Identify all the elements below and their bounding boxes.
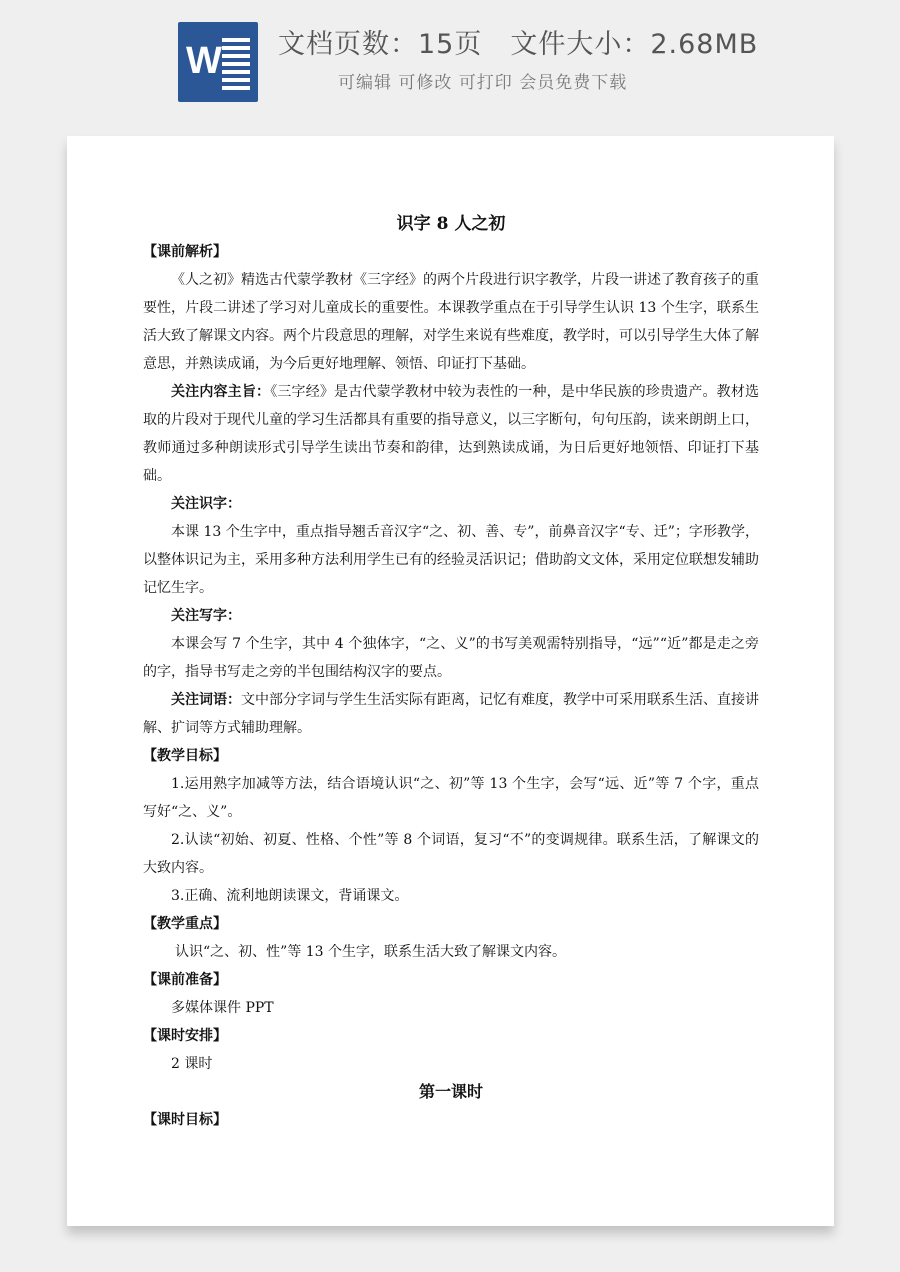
- preparation-text: 多媒体课件 PPT: [171, 1000, 274, 1016]
- writing-focus-label: 关注写字：: [171, 608, 241, 624]
- section-heading-schedule: 【课时安排】: [143, 1028, 227, 1044]
- word-document-icon: [178, 22, 258, 102]
- document-page: [67, 136, 834, 1226]
- section-heading-analysis: 【课前解析】: [143, 244, 227, 260]
- vocabulary-focus-label: 关注词语：: [171, 692, 241, 708]
- schedule-text: 2 课时: [171, 1056, 213, 1072]
- file-info: [278, 22, 758, 61]
- content-focus-label: 关注内容主旨：: [171, 384, 271, 400]
- literacy-focus-text: 本课 13 个生字中，重点指导翘舌音汉字“之、初、善、专”，前鼻音汉字“专、迁”；字形教学，以整体识记为主，采用多种方法利用学生已有的经验灵活识记；借助韵文文体，采用定位联想发辅助记忆生字。: [143, 524, 759, 596]
- literacy-focus-label: 关注识字：: [171, 496, 241, 512]
- document-content: [143, 210, 759, 1134]
- section-heading-objectives: 【教学目标】: [143, 748, 227, 764]
- vocabulary-focus-paragraph: [143, 686, 759, 742]
- objective-item: 2.认读“初始、初夏、性格、个性”等 8 个词语，复习“不”的变调规律。联系生活，了解课文的大致内容。: [143, 832, 759, 876]
- content-focus-text: 《三字经》是古代蒙学教材中较为表性的一种，是中华民族的珍贵遗产。教材选取的片段对于现代儿童的学习生活都具有重要的指导意义，以三字断句，句句压韵，读来朗朗上口，教师通过多种朗读形式引导学生读出节奏和韵律，达到熟读成诵，为日后更好地领悟、印证打下基础。: [143, 384, 760, 484]
- document-title: 识字 8 人之初: [396, 214, 506, 234]
- content-focus-paragraph: [143, 378, 759, 490]
- section-heading-preparation: 【课前准备】: [143, 972, 227, 988]
- vocabulary-focus-text: 文中部分字词与学生生活实际有距离，记忆有难度，教学中可采用联系生活、直接讲解、扩词等方式辅助理解。: [143, 692, 759, 736]
- word-icon-letter: W: [186, 40, 222, 82]
- file-features: 可编辑 可修改 可打印 会员免费下载: [338, 73, 628, 93]
- download-banner: [0, 0, 900, 120]
- word-icon-lines: [222, 38, 250, 94]
- page-count: 文档页数：15页: [278, 29, 483, 60]
- file-size: 文件大小：2.68MB: [510, 29, 759, 60]
- objective-item: 3.正确、流利地朗读课文，背诵课文。: [171, 888, 409, 904]
- objective-item: 1.运用熟字加减等方法，结合语境认识“之、初”等 13 个生字，会写“远、近”等 7 个字，重点写好“之、义”。: [143, 776, 759, 820]
- lesson-one-title: 第一课时: [418, 1082, 483, 1101]
- analysis-paragraph: 《人之初》精选古代蒙学教材《三字经》的两个片段进行识字教学，片段一讲述了教育孩子的重要性，片段二讲述了学习对儿童成长的重要性。本课教学重点在于引导学生认识 13 个生字，联系生活大致了解课文内容。两个片段意思的理解，对学生来说有些难度，教学时，可以引导学生大体了解意思，并熟读成诵，为今后更好地理解、领悟、印证打下基础。: [143, 272, 759, 372]
- section-heading-key-points: 【教学重点】: [143, 916, 227, 932]
- section-heading-lesson-objectives: 【课时目标】: [143, 1112, 227, 1128]
- key-points-text: 认识“之、初、性”等 13 个生字，联系生活大致了解课文内容。: [175, 944, 567, 960]
- writing-focus-text: 本课会写 7 个生字，其中 4 个独体字，“之、义”的书写美观需特别指导，“远”“近”都是走之旁的字，指导书写走之旁的半包围结构汉字的要点。: [143, 636, 759, 680]
